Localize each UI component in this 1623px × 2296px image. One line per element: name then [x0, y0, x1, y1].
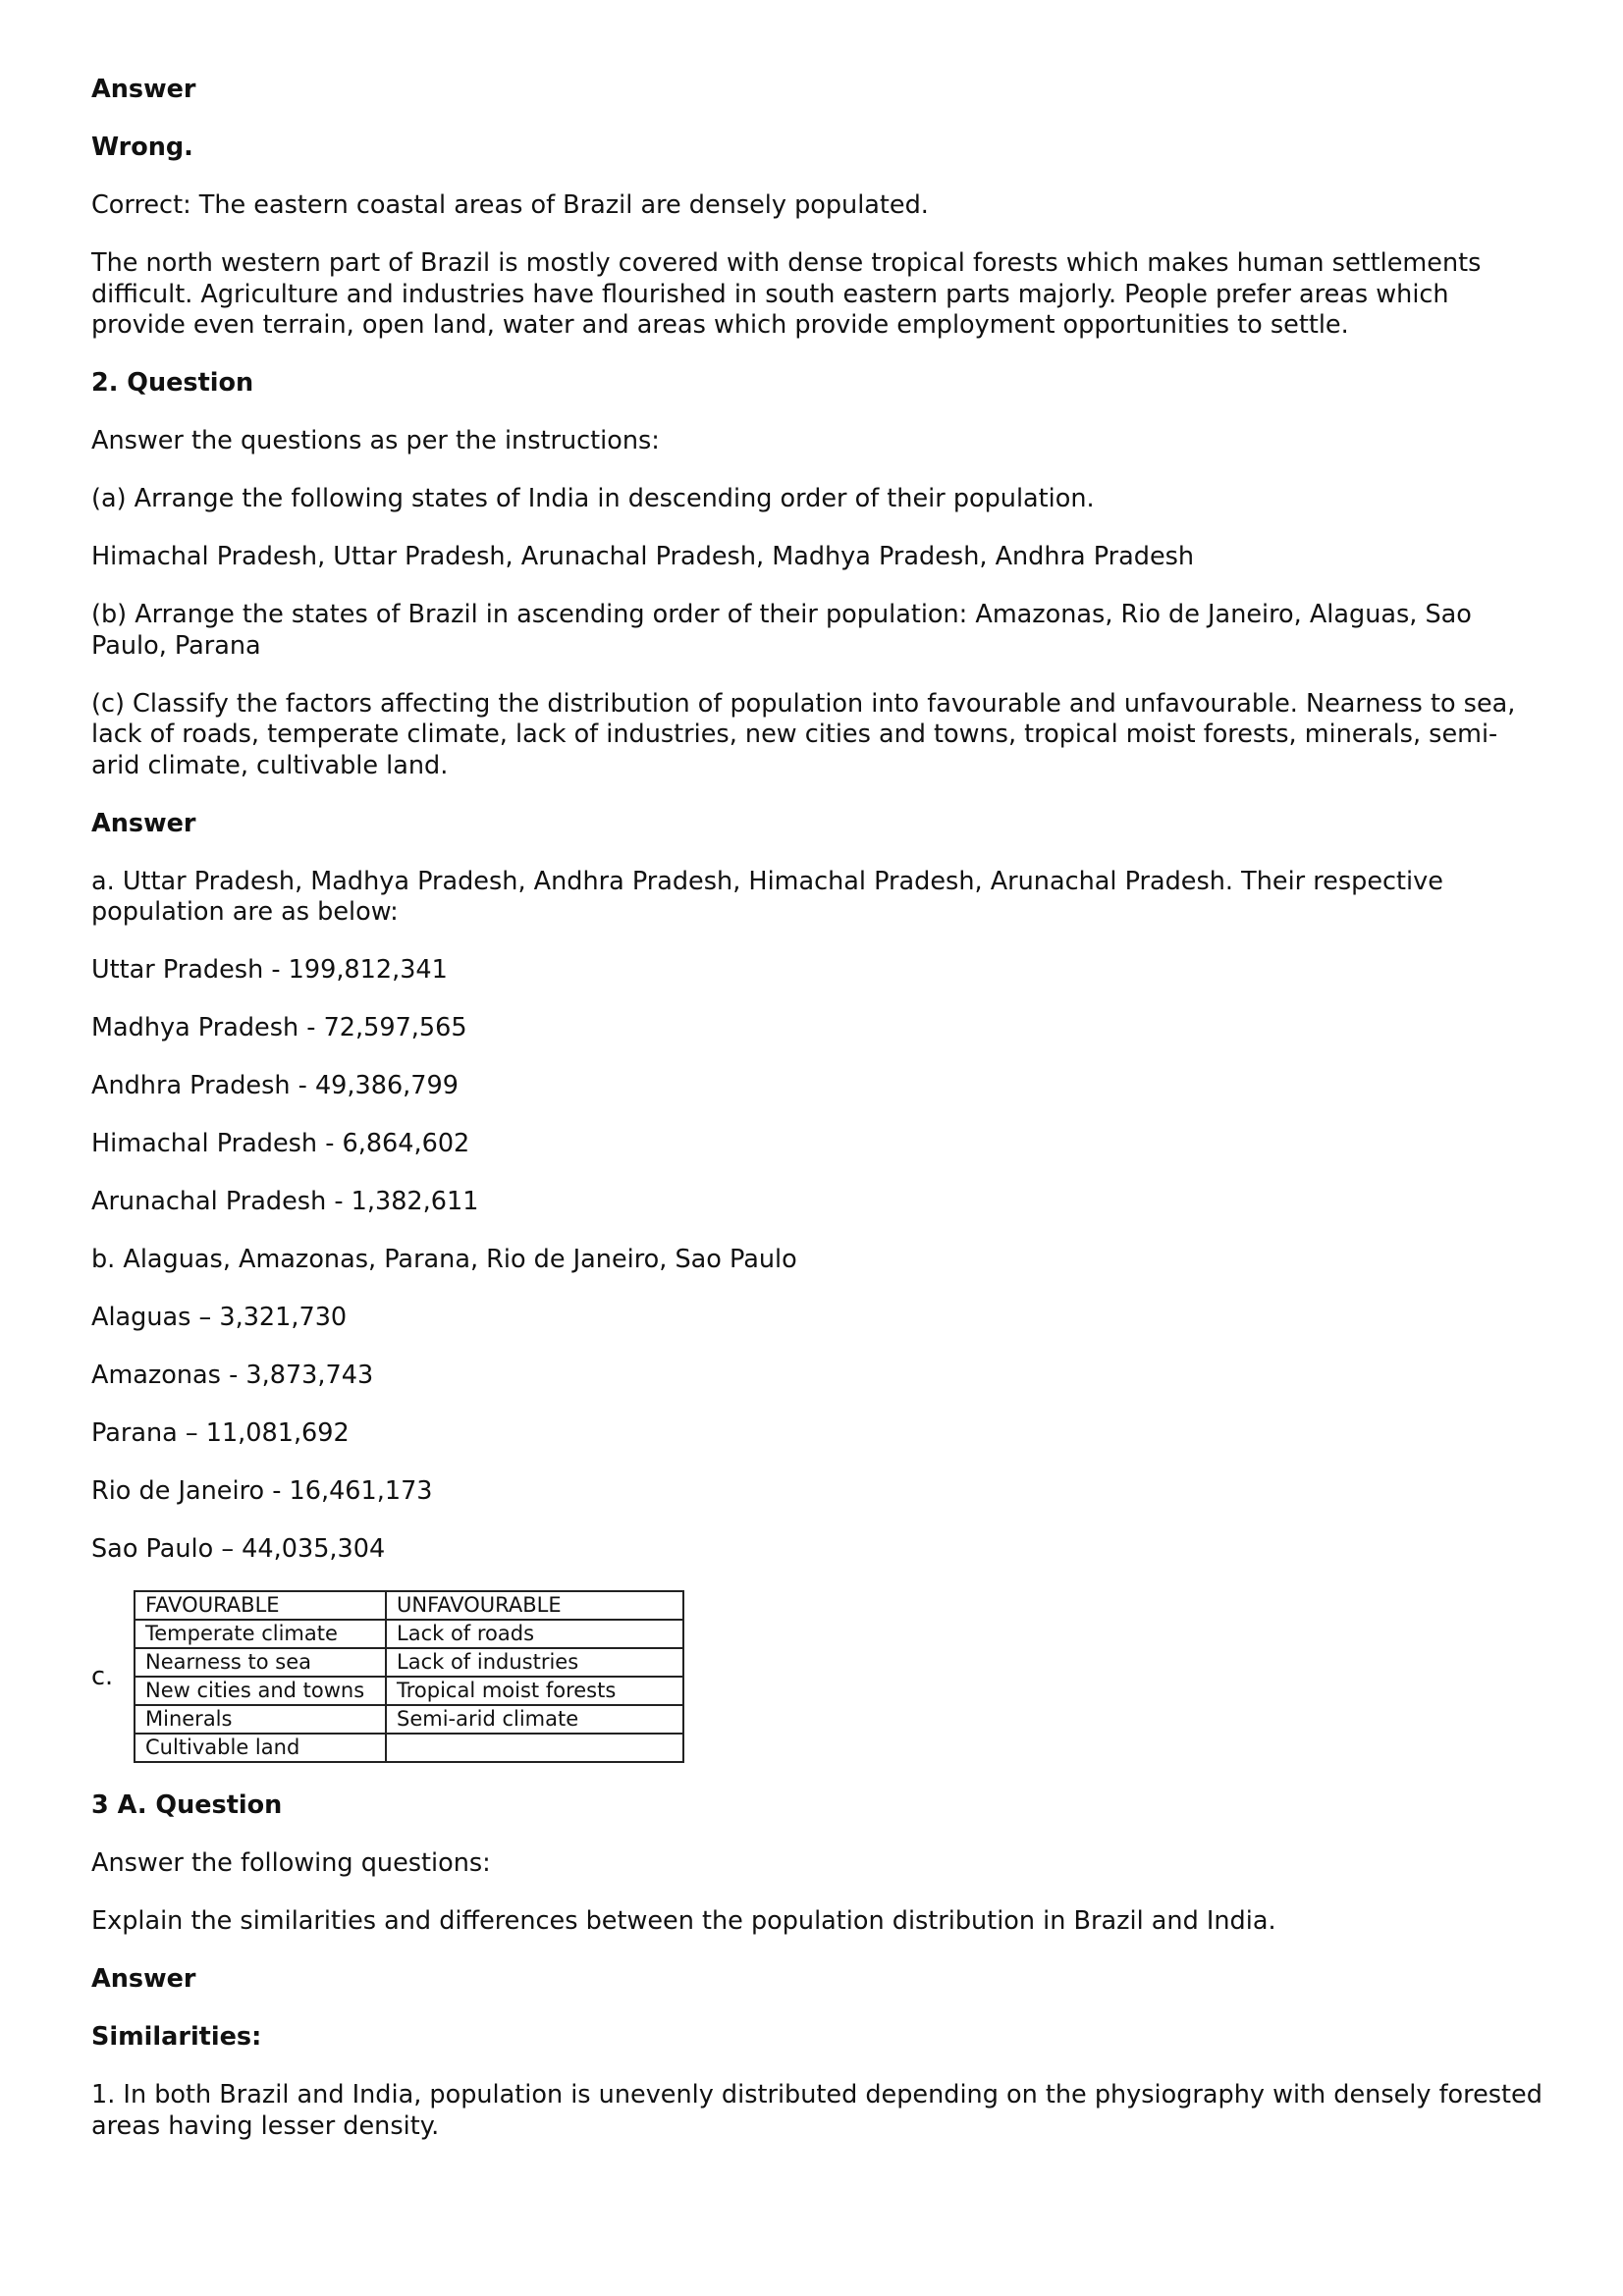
- answer-2-part-b: b. Alaguas, Amazonas, Parana, Rio de Janeiro, Sao Paulo: [91, 1245, 797, 1274]
- answer-heading: Answer: [91, 75, 196, 104]
- answer-2-part-c: [91, 1590, 1544, 1763]
- table-cell: [386, 1734, 683, 1762]
- question-2-heading: 2. Question: [91, 368, 254, 398]
- question-3a-heading: 3 A. Question: [91, 1790, 283, 1820]
- similarity-point-1: 1. In both Brazil and India, population is unevenly distributed depending on the physiography with densely forested areas having lesser density.: [91, 2080, 1542, 2141]
- table-cell: Lack of roads: [386, 1620, 683, 1648]
- question-2-instruction: Answer the questions as per the instructions:: [91, 426, 660, 455]
- table-row: [135, 1648, 683, 1677]
- table-row: [135, 1677, 683, 1705]
- table-header-unfavourable: UNFAVOURABLE: [386, 1591, 683, 1620]
- document-page: [91, 75, 1544, 2169]
- question-3a-prompt: Explain the similarities and differences between the population distribution in Brazil and India.: [91, 1906, 1276, 1936]
- brazil-population-item: Sao Paulo – 44,035,304: [91, 1534, 386, 1564]
- answer-2-part-a: a. Uttar Pradesh, Madhya Pradesh, Andhra Pradesh, Himachal Pradesh, Arunachal Pradesh. Their respective population are as below:: [91, 866, 1443, 927]
- question-2-part-a-list: Himachal Pradesh, Uttar Pradesh, Arunachal Pradesh, Madhya Pradesh, Andhra Pradesh: [91, 542, 1195, 571]
- question-2-part-a: (a) Arrange the following states of India in descending order of their population.: [91, 484, 1095, 513]
- table-cell: Cultivable land: [135, 1734, 386, 1762]
- similarities-heading: Similarities:: [91, 2022, 262, 2052]
- question-2-part-b: (b) Arrange the states of Brazil in ascending order of their population: Amazonas, Rio de Janeiro, Alaguas, Sao Paulo, Parana: [91, 600, 1472, 661]
- table-row: [135, 1620, 683, 1648]
- factors-table: [134, 1590, 684, 1763]
- brazil-population-item: Rio de Janeiro - 16,461,173: [91, 1476, 433, 1506]
- table-row: [135, 1734, 683, 1762]
- india-population-item: Uttar Pradesh - 199,812,341: [91, 955, 448, 985]
- explanation-paragraph: The north western part of Brazil is mostly covered with dense tropical forests which makes human settlements difficult. Agriculture and industries have flourished in south eastern parts majorly. People prefer areas which provide even terrain, open land, water and areas which provide employment opportunities to settle.: [91, 248, 1482, 340]
- table-header-favourable: FAVOURABLE: [135, 1591, 386, 1620]
- verdict: Wrong.: [91, 133, 193, 162]
- table-row: [135, 1705, 683, 1734]
- brazil-population-item: Parana – 11,081,692: [91, 1418, 350, 1448]
- answer-2-heading: Answer: [91, 808, 196, 838]
- table-cell: Semi-arid climate: [386, 1705, 683, 1734]
- india-population-item: Andhra Pradesh - 49,386,799: [91, 1071, 459, 1100]
- question-2-part-c: (c) Classify the factors affecting the distribution of population into favourable and unfavourable. Nearness to sea, lack of roads, temperate climate, lack of industries, new cities and towns, tropical moist forests, minerals, semi-arid climate, cultivable land.: [91, 688, 1516, 780]
- table-cell: Minerals: [135, 1705, 386, 1734]
- answer-3a-heading: Answer: [91, 1964, 196, 1994]
- brazil-population-item: Amazonas - 3,873,743: [91, 1361, 374, 1390]
- question-3a-instruction: Answer the following questions:: [91, 1848, 491, 1878]
- india-population-item: Himachal Pradesh - 6,864,602: [91, 1129, 470, 1158]
- table-cell: Nearness to sea: [135, 1648, 386, 1677]
- table-header-row: [135, 1591, 683, 1620]
- india-population-item: Madhya Pradesh - 72,597,565: [91, 1013, 467, 1042]
- table-cell: New cities and towns: [135, 1677, 386, 1705]
- india-population-item: Arunachal Pradesh - 1,382,611: [91, 1187, 479, 1216]
- table-cell: Lack of industries: [386, 1648, 683, 1677]
- correct-statement: Correct: The eastern coastal areas of Brazil are densely populated.: [91, 190, 929, 220]
- table-cell: Tropical moist forests: [386, 1677, 683, 1705]
- brazil-population-item: Alaguas – 3,321,730: [91, 1303, 348, 1332]
- table-cell: Temperate climate: [135, 1620, 386, 1648]
- answer-c-label: c.: [91, 1662, 114, 1691]
